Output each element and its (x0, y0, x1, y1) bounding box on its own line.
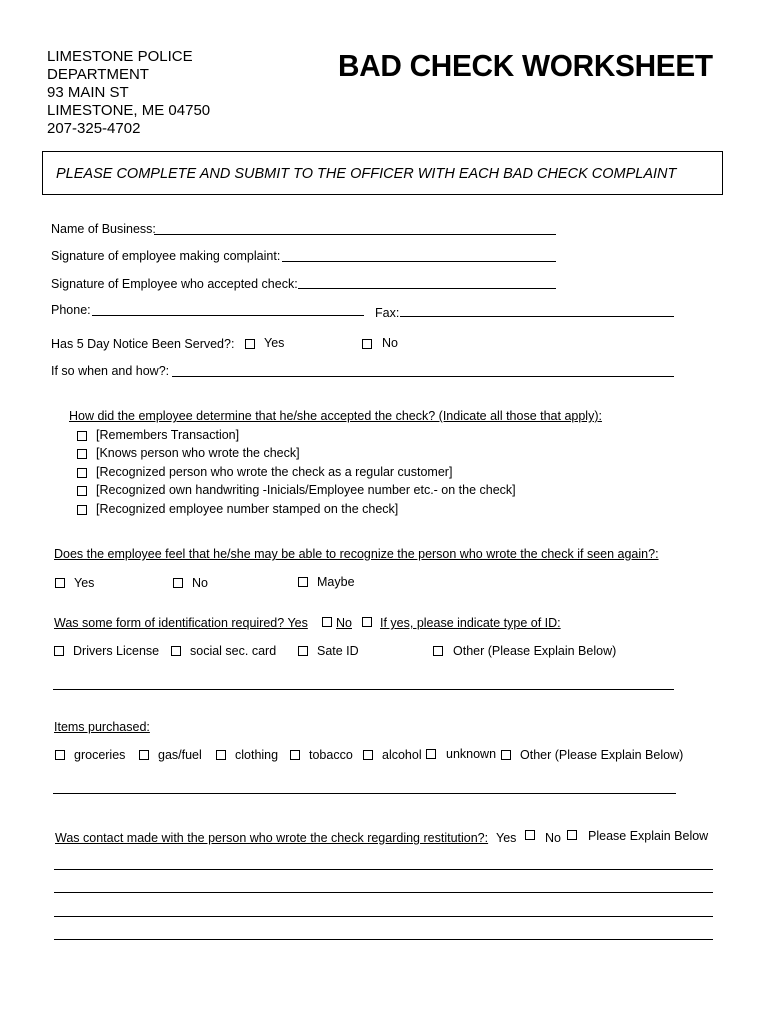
item-alcohol-checkbox[interactable] (363, 750, 373, 760)
address-line: DEPARTMENT (47, 66, 149, 83)
determination-checkbox[interactable] (77, 486, 87, 496)
acceptor-signature-label: Signature of Employee who accepted check: (51, 277, 298, 291)
determination-option: [Recognized person who wrote the check as a regular customer] (96, 465, 453, 479)
id-option-label: social sec. card (190, 644, 277, 658)
recognize-maybe-checkbox[interactable] (298, 577, 308, 587)
restitution-explain-label: Please Explain Below (588, 829, 709, 843)
notice-no-checkbox[interactable] (362, 339, 372, 349)
item-label: unknown (446, 747, 497, 761)
identification-no-label: No (336, 616, 352, 630)
id-drivers-license-checkbox[interactable] (54, 646, 64, 656)
id-option-label: Sate ID (317, 644, 359, 658)
notice-no-label: No (382, 336, 398, 350)
item-tobacco-checkbox[interactable] (290, 750, 300, 760)
identification-yes-checkbox[interactable] (322, 617, 332, 627)
id-state-id-checkbox[interactable] (298, 646, 308, 656)
restitution-no-label: No (545, 831, 561, 845)
when-how-label: If so when and how?: (51, 364, 170, 378)
notice-yes-label: Yes (264, 336, 285, 350)
item-unknown-checkbox[interactable] (426, 749, 436, 759)
determination-option: [Remembers Transaction] (96, 428, 240, 442)
item-label: alcohol (382, 748, 422, 762)
item-clothing-checkbox[interactable] (216, 750, 226, 760)
recognize-yes-checkbox[interactable] (55, 578, 65, 588)
item-label: clothing (235, 748, 279, 762)
acceptor-signature-field[interactable] (298, 288, 556, 289)
address-line: LIMESTONE POLICE (47, 48, 193, 65)
notice-served-label: Has 5 Day Notice Been Served?: (51, 337, 235, 351)
restitution-explain-line[interactable] (54, 939, 713, 940)
address-line: 93 MAIN ST (47, 84, 129, 101)
id-other-checkbox[interactable] (433, 646, 443, 656)
item-groceries-checkbox[interactable] (55, 750, 65, 760)
determination-option: [Recognized own handwriting -Inicials/Employee number etc.- on the check] (96, 483, 516, 497)
recognize-maybe-label: Maybe (317, 575, 355, 589)
restitution-question: Was contact made with the person who wrote the check regarding restitution?: (55, 831, 489, 845)
item-other-checkbox[interactable] (501, 750, 511, 760)
restitution-explain-line[interactable] (54, 916, 713, 917)
phone-label: Phone: (51, 303, 91, 317)
complaint-signature-field[interactable] (282, 261, 556, 262)
items-explain-field[interactable] (53, 793, 676, 794)
phone-field[interactable] (92, 315, 364, 316)
restitution-yes-checkbox[interactable] (525, 830, 535, 840)
item-label: groceries (74, 748, 126, 762)
restitution-yes-label: Yes (496, 831, 517, 845)
when-how-field[interactable] (172, 376, 674, 377)
determination-option: [Recognized employee number stamped on the check] (96, 502, 399, 516)
id-option-label: Other (Please Explain Below) (453, 644, 617, 658)
identification-type-prompt: If yes, please indicate type of ID: (380, 616, 561, 630)
restitution-no-checkbox[interactable] (567, 830, 577, 840)
item-label: Other (Please Explain Below) (520, 748, 684, 762)
complaint-signature-label: Signature of employee making complaint: (51, 249, 281, 263)
determination-checkbox[interactable] (77, 505, 87, 515)
address-line: LIMESTONE, ME 04750 (47, 102, 211, 119)
identification-no-checkbox[interactable] (362, 617, 372, 627)
recognize-no-checkbox[interactable] (173, 578, 183, 588)
determination-checkbox[interactable] (77, 468, 87, 478)
instruction-text: PLEASE COMPLETE AND SUBMIT TO THE OFFICER WITH EACH BAD CHECK COMPLAINT (56, 166, 677, 182)
address-line: 207-325-4702 (47, 120, 141, 137)
determination-checkbox[interactable] (77, 431, 87, 441)
restitution-explain-line[interactable] (54, 869, 713, 870)
recognize-no-label: No (192, 576, 208, 590)
items-heading: Items purchased: (54, 720, 150, 734)
fax-label: Fax: (375, 306, 400, 320)
item-label: tobacco (309, 748, 353, 762)
recognize-yes-label: Yes (74, 576, 95, 590)
determination-checkbox[interactable] (77, 449, 87, 459)
restitution-explain-line[interactable] (54, 892, 713, 893)
page-title: BAD CHECK WORKSHEET (338, 48, 713, 83)
department-address (47, 48, 210, 138)
id-explain-field[interactable] (53, 689, 674, 690)
notice-yes-checkbox[interactable] (245, 339, 255, 349)
determination-question: How did the employee determine that he/she accepted the check? (Indicate all those that apply): (69, 409, 602, 423)
recognize-question: Does the employee feel that he/she may be able to recognize the person who wrote the check if seen again?: (54, 547, 659, 561)
identification-question: Was some form of identification required? Yes (54, 616, 308, 630)
fax-field[interactable] (400, 316, 674, 317)
determination-option: [Knows person who wrote the check] (96, 446, 300, 460)
id-social-sec-checkbox[interactable] (171, 646, 181, 656)
business-name-field[interactable] (154, 234, 556, 235)
item-label: gas/fuel (158, 748, 202, 762)
id-option-label: Drivers License (73, 644, 160, 658)
business-name-label: Name of Business: (51, 222, 156, 236)
item-gas-fuel-checkbox[interactable] (139, 750, 149, 760)
